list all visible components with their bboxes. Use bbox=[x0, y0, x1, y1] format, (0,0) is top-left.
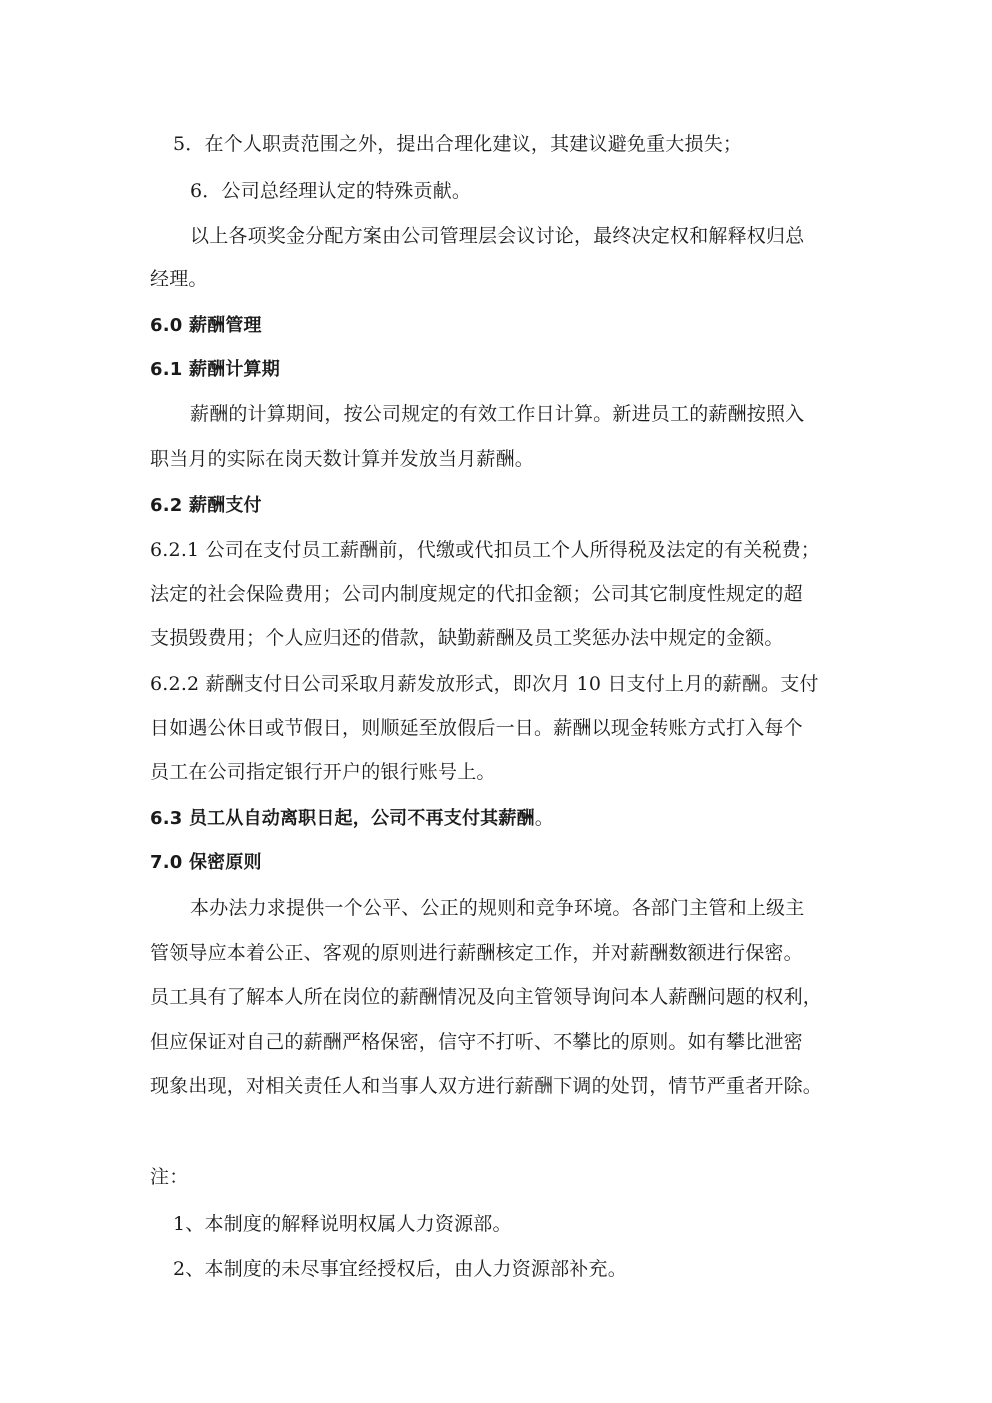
section-6-3-text: 6.3 员工从自动离职日起，公司不再支付其薪酬 bbox=[150, 808, 535, 829]
section-heading-7-0: 7.0 保密原则 bbox=[150, 852, 262, 873]
section-heading-6-2: 6.2 薪酬支付 bbox=[150, 495, 262, 516]
section-6-3-punct: 。 bbox=[534, 807, 554, 829]
section-heading-6-0: 6.0 薪酬管理 bbox=[150, 315, 262, 336]
paragraph-6-2-1-line-3: 支损毁费用；个人应归还的借款，缺勤薪酬及员工奖惩办法中规定的金额。 bbox=[150, 627, 784, 649]
paragraph-6-2-1-line-2: 法定的社会保险费用；公司内制度规定的代扣金额；公司其它制度性规定的超 bbox=[150, 583, 803, 605]
paragraph-6-2-2-line-3: 员工在公司指定银行开户的银行账号上。 bbox=[150, 761, 496, 783]
section-heading-6-1: 6.1 薪酬计算期 bbox=[150, 359, 280, 380]
paragraph-6-1-line-1: 薪酬的计算期间，按公司规定的有效工作日计算。新进员工的薪酬按照入 bbox=[190, 403, 805, 425]
paragraph-6-2-2-line-2: 日如遇公休日或节假日，则顺延至放假后一日。薪酬以现金转账方式打入每个 bbox=[150, 717, 803, 739]
note-item-2: 2、本制度的未尽事宜经授权后，由人力资源部补充。 bbox=[173, 1258, 627, 1280]
paragraph-7-0-line-2: 管领导应本着公正、客观的原则进行薪酬核定工作，并对薪酬数额进行保密。 bbox=[150, 942, 803, 964]
paragraph-7-0-line-1: 本办法力求提供一个公平、公正的规则和竞争环境。各部门主管和上级主 bbox=[190, 897, 805, 919]
paragraph-7-0-line-3: 员工具有了解本人所在岗位的薪酬情况及向主管领导询问本人薪酬问题的权利， bbox=[150, 986, 823, 1008]
paragraph-7-0-line-4: 但应保证对自己的薪酬严格保密，信守不打听、不攀比的原则。如有攀比泄密 bbox=[150, 1031, 803, 1053]
bonus-note-line-2: 经理。 bbox=[150, 268, 208, 290]
list-item-6: 6．公司总经理认定的特殊贡献。 bbox=[190, 180, 472, 202]
paragraph-7-0-line-5: 现象出现，对相关责任人和当事人双方进行薪酬下调的处罚，情节严重者开除。 bbox=[150, 1075, 823, 1097]
paragraph-6-1-line-2: 职当月的实际在岗天数计算并发放当月薪酬。 bbox=[150, 448, 535, 470]
section-heading-6-3 bbox=[150, 805, 554, 832]
list-item-5: 5．在个人职责范围之外，提出合理化建议，其建议避免重大损失； bbox=[173, 133, 743, 155]
paragraph-6-2-2-line-1: 6.2.2 薪酬支付日公司采取月薪发放形式，即次月 10 日支付上月的薪酬。支付 bbox=[150, 673, 819, 695]
note-item-1: 1、本制度的解释说明权属人力资源部。 bbox=[173, 1213, 512, 1235]
bonus-note-line-1: 以上各项奖金分配方案由公司管理层会议讨论，最终决定权和解释权归总 bbox=[190, 225, 805, 247]
notes-label: 注： bbox=[150, 1166, 189, 1188]
paragraph-6-2-1-line-1: 6.2.1 公司在支付员工薪酬前，代缴或代扣员工个人所得税及法定的有关税费； bbox=[150, 539, 820, 561]
